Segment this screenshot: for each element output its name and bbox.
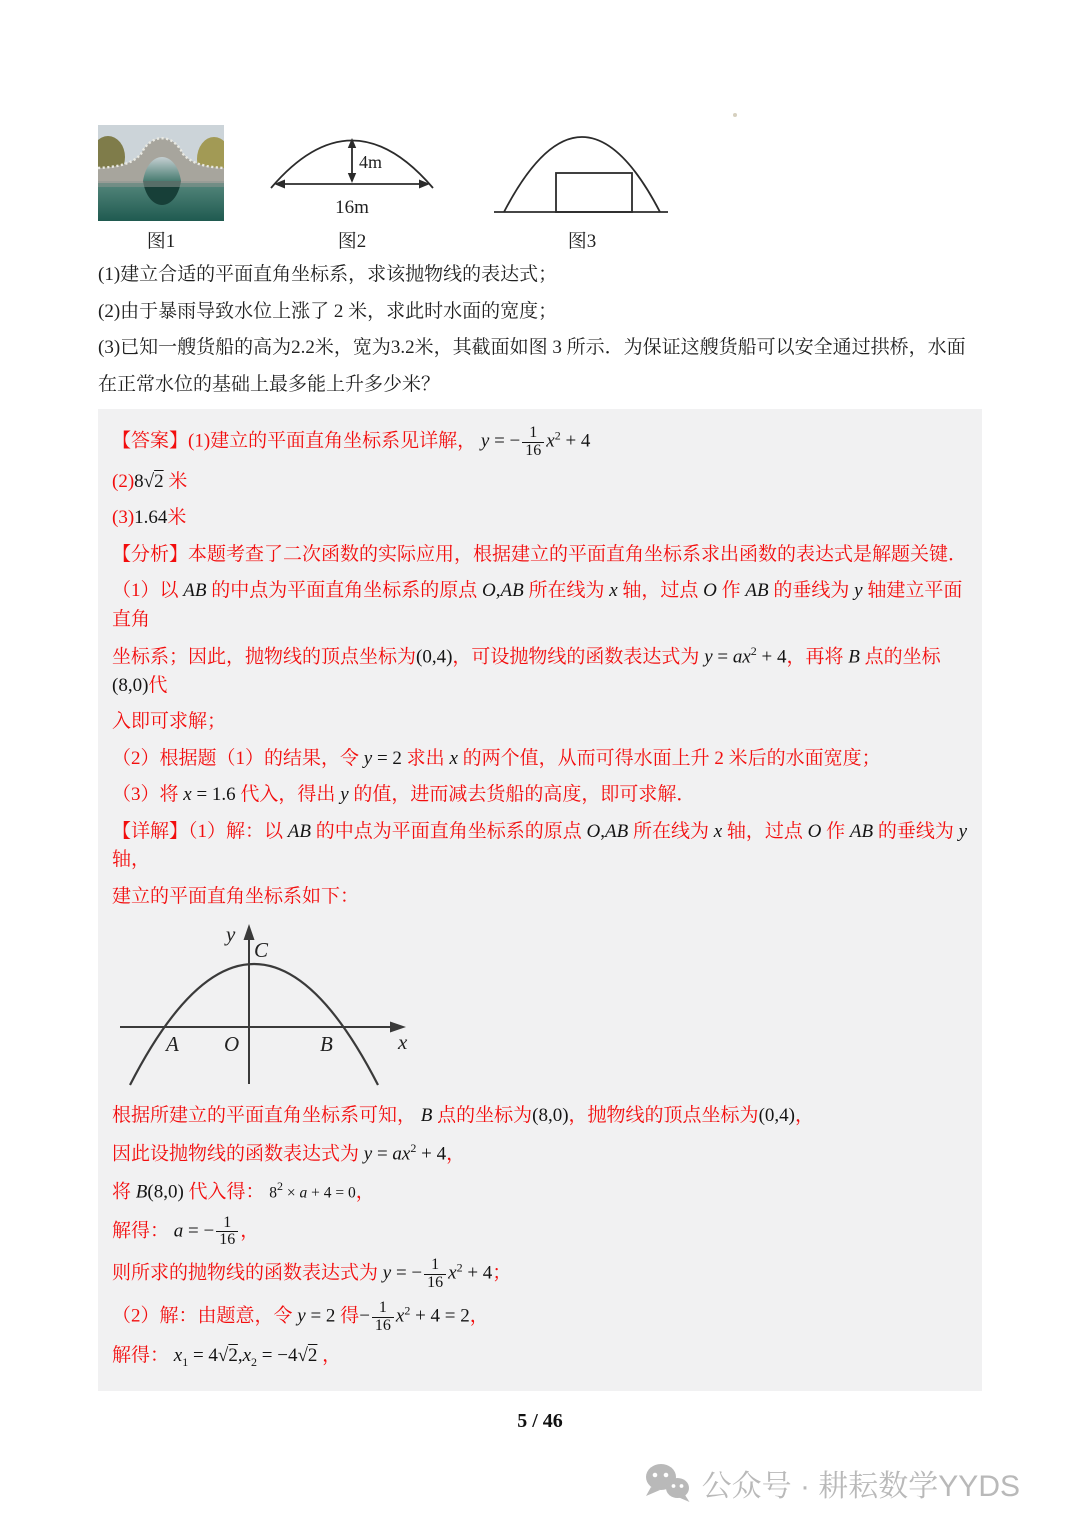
text-segment: = −4 — [257, 1345, 298, 1367]
text-segment: √2 — [297, 1345, 318, 1367]
text-segment: B — [420, 1105, 433, 1127]
text-segment: = 2 — [372, 747, 407, 769]
text-segment: 【答案】(1)建立的平面直角坐标系见详解， — [112, 430, 481, 452]
text-segment: 2 — [750, 644, 757, 659]
text-segment: 入即可求解； — [112, 711, 227, 733]
text-segment: + 4 — [462, 1262, 493, 1284]
text-segment: O — [703, 580, 717, 602]
x-axis-label: x — [398, 1030, 408, 1055]
text-segment: , — [237, 1345, 243, 1367]
text-segment: = 2 — [305, 1305, 341, 1327]
text-segment: $\frac{1}{16}$ — [216, 1215, 238, 1250]
text-segment: (8,0) — [112, 674, 149, 696]
figure-2-caption: 图2 — [337, 231, 367, 252]
text-segment: B — [135, 1181, 148, 1203]
text-segment: 2 — [410, 1140, 417, 1155]
text-segment: （2）解：由题意，令 — [112, 1305, 298, 1327]
text-segment: （1）以 — [112, 580, 184, 602]
text-segment: ax — [732, 646, 751, 668]
solution-text-before-figure — [112, 425, 968, 911]
arch-diagram — [268, 127, 436, 221]
text-segment: 则所求的抛物线的函数表达式为 — [112, 1262, 383, 1284]
text-segment: 2 — [404, 1303, 411, 1318]
text-segment: 的垂线为 — [873, 820, 959, 842]
parabola-curve — [130, 964, 378, 1085]
text-segment: , — [600, 820, 605, 842]
text-segment: x — [173, 1345, 183, 1367]
problem-line-4 — [98, 371, 982, 400]
text-segment: 轴建立平面直角 — [112, 580, 963, 630]
text-segment: AB — [183, 580, 207, 602]
text-segment: ， — [355, 1181, 375, 1203]
detail-final-expr — [112, 1257, 968, 1292]
text-segment: （2）根据题（1）的结果，令 — [112, 747, 364, 769]
text-segment: 【分析】本题考查了二次函数的实际应用，根据建立的平面直角坐标系求出函数的表达式是解题关键． — [112, 543, 968, 565]
text-segment: = − — [489, 430, 521, 452]
text-segment: O — [586, 820, 601, 842]
text-segment: (8,0) — [532, 1105, 569, 1127]
text-segment: ； — [492, 1262, 512, 1284]
arrowhead-left — [274, 180, 285, 189]
text-segment: = — [372, 1143, 393, 1165]
text-segment: , — [495, 580, 501, 602]
text-segment: y — [854, 580, 863, 602]
point-a-label: A — [166, 1032, 179, 1057]
point-c-label: C — [254, 938, 269, 963]
text-segment: + 4 = 2 — [410, 1305, 470, 1327]
text-segment: + 4 — [560, 430, 591, 452]
text-segment: AB — [604, 820, 629, 842]
problem-statement — [98, 261, 982, 399]
detail-step1-a — [112, 818, 968, 875]
text-segment: 点的坐标为 — [432, 1105, 533, 1127]
arrowhead-down — [348, 173, 356, 183]
arrowhead-up — [348, 138, 356, 148]
text-segment: = — [712, 646, 733, 668]
text-segment: y — [704, 646, 713, 668]
text-segment: ，再将 — [786, 646, 849, 668]
answer-line-1 — [112, 425, 968, 460]
text-segment: (3) — [112, 507, 135, 529]
text-segment: 点的坐标 — [859, 646, 941, 668]
footer-brand-text: 公众号 · 耕耘数学YYDS — [701, 1470, 1020, 1503]
text-segment: AB — [849, 820, 874, 842]
text-segment: $\frac{1}{16}$ — [372, 1300, 394, 1335]
text-segment: （3）将 — [112, 784, 184, 806]
bridge-photo-image — [98, 125, 224, 221]
text-segment: (3)已知一艘货船的高为2.2米，宽为3.2米，其截面如图 3 所示．为保证这艘货船可以安全通过拱桥，水面 — [98, 337, 966, 358]
text-segment: 的中点为平面直角坐标系的原点 — [310, 820, 587, 842]
text-segment: √2 — [217, 1345, 238, 1367]
text-segment: B — [848, 646, 860, 668]
text-segment: ，可设抛物线的函数表达式为 — [452, 646, 705, 668]
width-label: 16m — [335, 197, 369, 218]
text-segment: 求出 — [406, 747, 450, 769]
footer-brand-row — [644, 1461, 1020, 1505]
wechat-icon — [644, 1463, 690, 1503]
text-segment: y — [340, 784, 349, 806]
text-segment: + 4 — [416, 1143, 447, 1165]
text-segment: y — [297, 1305, 306, 1327]
text-segment: 所在线为 — [523, 580, 610, 602]
text-segment: 解得： — [112, 1220, 174, 1242]
text-segment: 作 — [821, 820, 850, 842]
text-segment: x — [449, 747, 458, 769]
figure-1-caption: 图1 — [146, 231, 176, 252]
text-segment: ， — [446, 1143, 466, 1165]
solution-text-after-figure — [112, 1102, 968, 1371]
text-segment: ， — [794, 1105, 814, 1127]
text-segment: 2 — [277, 1178, 284, 1193]
arch-ship-diagram — [492, 124, 672, 221]
answer-line-3 — [112, 504, 968, 533]
text-segment: x — [242, 1345, 252, 1367]
text-segment: 建立的平面直角坐标系如下： — [112, 885, 360, 907]
page-number: 5 / 46 — [517, 1410, 563, 1432]
text-segment: ，抛物线的顶点坐标为 — [568, 1105, 759, 1127]
analysis-step1-a — [112, 577, 968, 634]
text-segment: 8 — [134, 470, 144, 492]
text-segment: 在正常水位的基础上最多能上升多少米？ — [98, 373, 441, 395]
text-segment: (0,4) — [416, 646, 453, 668]
detail-part2-solve — [112, 1342, 968, 1371]
text-segment: AB — [745, 580, 769, 602]
text-segment: 米 — [167, 507, 187, 529]
text-segment: ax — [392, 1143, 411, 1165]
text-segment: a — [299, 1184, 308, 1202]
text-segment: $\frac{1}{16}$ — [522, 425, 544, 460]
analysis-intro — [112, 541, 968, 570]
text-segment: 代入得： — [183, 1181, 270, 1203]
text-segment: + 4 — [756, 646, 787, 668]
text-segment: 代入，得出 — [240, 784, 341, 806]
text-segment: AB — [500, 580, 524, 602]
answer-line-2 — [112, 468, 968, 497]
analysis-step3 — [112, 781, 968, 810]
detail-coords — [112, 1102, 968, 1131]
solution-panel — [98, 409, 982, 1391]
text-segment: − — [359, 1305, 370, 1327]
detail-substitute — [112, 1177, 968, 1207]
text-segment: √2 — [143, 470, 164, 492]
text-segment: (2) — [112, 470, 135, 492]
text-segment: 的值，进而减去货船的高度，即可求解． — [348, 784, 696, 806]
text-segment: 的两个值，从而可得水面上升 2 米后的水面宽度； — [457, 747, 881, 769]
text-segment: x — [395, 1305, 405, 1327]
text-segment: y — [363, 747, 373, 769]
text-segment: 轴， — [112, 849, 151, 871]
text-segment: (0,4) — [758, 1105, 795, 1127]
parabola-arc — [504, 137, 660, 212]
text-segment: 的中点为平面直角坐标系的原点 — [206, 580, 482, 602]
text-segment: 轴，过点 — [722, 820, 808, 842]
text-segment: 2 — [251, 1355, 258, 1370]
text-segment: = 1.6 — [191, 784, 241, 806]
text-segment: x — [609, 580, 618, 602]
detail-solve-a — [112, 1215, 968, 1250]
text-segment: × — [283, 1184, 300, 1202]
text-segment: x — [183, 784, 192, 806]
text-segment: x — [448, 1262, 457, 1284]
detail-part2 — [112, 1300, 968, 1335]
problem-line-2 — [98, 298, 982, 327]
text-segment: = − — [391, 1262, 423, 1284]
text-segment: + 4 = 0 — [307, 1184, 356, 1202]
text-segment: 1.64 — [134, 507, 168, 529]
text-segment: O — [807, 820, 822, 842]
analysis-step1-b — [112, 642, 968, 700]
text-segment: 2 — [456, 1260, 463, 1275]
problem-line-1 — [98, 261, 982, 290]
text-segment: AB — [287, 820, 311, 842]
text-segment: x — [713, 820, 723, 842]
text-segment: 作 — [716, 580, 746, 602]
text-segment: a — [173, 1220, 184, 1242]
figure-2-arch-diagram — [268, 127, 436, 253]
text-segment: y — [958, 820, 968, 842]
text-segment: = 4 — [188, 1345, 218, 1367]
coordinate-system-figure — [114, 919, 968, 1094]
figure-3-arch-ship-diagram — [492, 124, 672, 253]
text-segment: 轴，过点 — [617, 580, 704, 602]
text-segment: (2)由于暴雨导致水位上涨了 2 米，求此时水面的宽度； — [98, 300, 558, 322]
ship-cross-section-rect — [556, 173, 632, 212]
text-segment: 因此设抛物线的函数表达式为 — [112, 1143, 364, 1165]
detail-step1-b — [112, 883, 968, 912]
text-segment: y — [480, 430, 490, 452]
detail-expr — [112, 1139, 968, 1169]
analysis-step1-c — [112, 708, 968, 737]
arrowhead-right — [419, 180, 430, 189]
text-segment: 【详解】（1）解：以 — [112, 820, 288, 842]
text-segment: 的垂线为 — [768, 580, 855, 602]
text-segment: ， — [240, 1220, 260, 1242]
text-segment: 解得： — [112, 1345, 174, 1367]
text-segment: (8,0) — [147, 1181, 184, 1203]
text-segment: = − — [183, 1220, 215, 1242]
figure-1-bridge-photo — [98, 125, 224, 253]
text-segment: ， — [317, 1345, 342, 1367]
text-segment: 2 — [554, 428, 561, 443]
height-label: 4m — [359, 152, 383, 172]
bridge-reflection-band — [98, 181, 224, 187]
text-segment: (1)建立合适的平面直角坐标系，求该抛物线的表达式； — [98, 264, 558, 285]
text-segment: O — [482, 580, 496, 602]
problem-line-3 — [98, 334, 982, 363]
stray-dot-artifact — [733, 113, 737, 117]
text-segment: ， — [469, 1305, 489, 1327]
text-segment: x — [546, 430, 555, 452]
text-segment: 代 — [148, 674, 168, 696]
text-segment: y — [363, 1143, 373, 1165]
text-segment: 所在线为 — [628, 820, 714, 842]
text-segment: 1 — [182, 1355, 189, 1370]
figures-row — [98, 124, 982, 253]
coordinate-plot — [114, 919, 414, 1089]
y-axis-label: y — [226, 922, 236, 947]
text-segment: 将 — [112, 1181, 136, 1203]
y-axis-arrowhead — [244, 924, 255, 940]
text-segment: 8 — [269, 1184, 278, 1202]
text-segment: 根据所建立的平面直角坐标系可知， — [112, 1105, 421, 1127]
text-segment: 得 — [340, 1305, 360, 1327]
figure-3-caption: 图3 — [567, 231, 597, 252]
text-segment: y — [382, 1262, 392, 1284]
text-segment: 米 — [163, 470, 188, 492]
point-b-label: B — [320, 1032, 333, 1057]
analysis-step2 — [112, 745, 968, 774]
text-segment: $\frac{1}{16}$ — [424, 1257, 446, 1292]
origin-label: O — [224, 1032, 240, 1057]
text-segment: 坐标系；因此，抛物线的顶点坐标为 — [112, 646, 417, 668]
